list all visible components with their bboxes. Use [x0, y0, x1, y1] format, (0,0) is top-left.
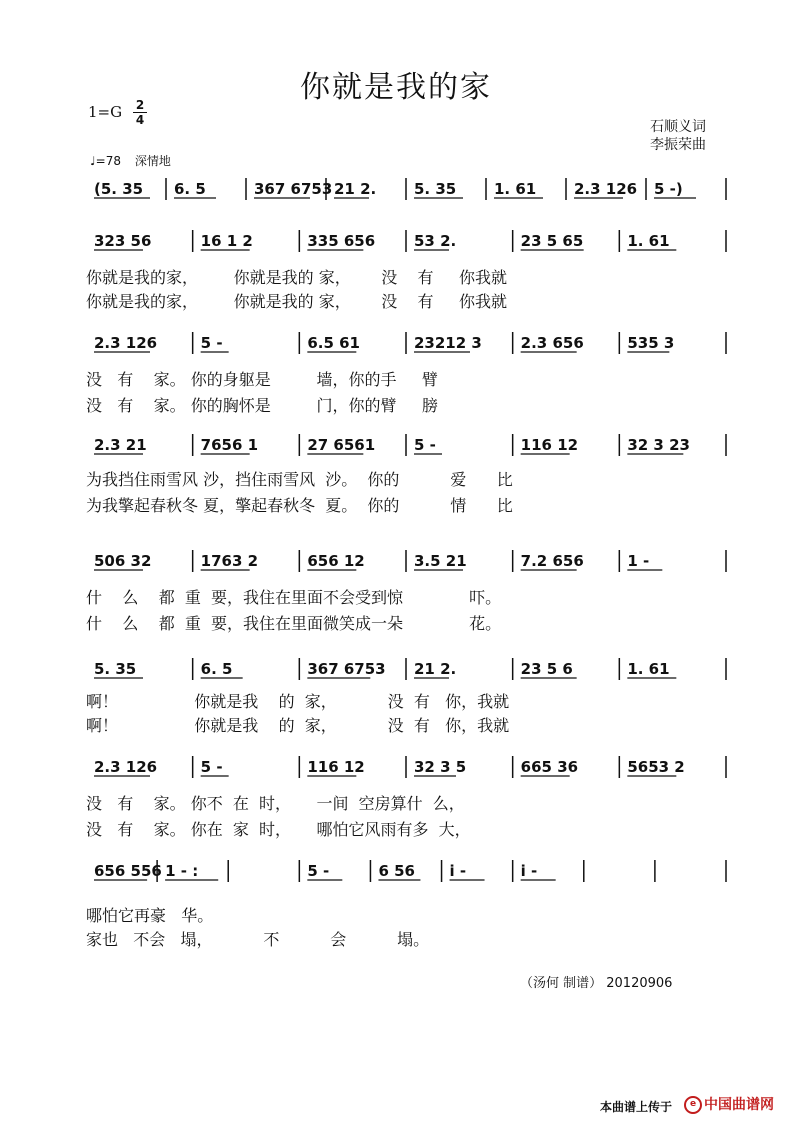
score-row [86, 176, 726, 206]
measure-notes: 27 6561 [307, 436, 376, 454]
measure-notes: 116 12 [520, 436, 579, 454]
measure-notes: 116 12 [307, 758, 365, 776]
score-row [86, 656, 726, 686]
time-top: 2 [135, 98, 145, 112]
site-name: 中国曲谱网 [704, 1097, 774, 1113]
measure-notes: 7656 1 [200, 436, 259, 454]
measure-notes: 656 556 [94, 862, 162, 880]
measure-notes: 5. 35 [414, 180, 457, 198]
score-row [86, 432, 726, 462]
lyric-line: 家也 不会 塌， 不 会 塌。 [86, 930, 430, 949]
measure-notes: 367 6753 [254, 180, 333, 198]
song-title: 你就是我的家 [300, 70, 492, 105]
lyric-line: 为我挡住雨雪风 沙，挡住雨雪风 沙。 你的 爱 比 [86, 470, 513, 489]
measure-notes: 5 - [200, 334, 223, 352]
transcriber-note: （汤何 制谱） 20120906 [520, 976, 673, 991]
measure-notes: 5 - [307, 862, 330, 880]
lyric-line: 你就是我的家， 你就是我的 家， 没 有 你我就 [86, 268, 507, 287]
upload-note: 本曲谱上传于 [600, 1100, 673, 1114]
measure-notes: 6.5 61 [307, 334, 361, 352]
notation-staff [86, 754, 726, 784]
measure-notes: 2.3 126 [574, 180, 638, 198]
measure-notes: 5 - [200, 758, 223, 776]
measure-notes: 5653 2 [627, 758, 685, 776]
measure-notes: (5. 35 [94, 180, 144, 198]
measure-notes: 665 36 [520, 758, 579, 776]
measure-notes: 5 -) [654, 180, 683, 198]
measure-notes: 3.5 21 [414, 552, 467, 570]
score-row [86, 754, 726, 784]
measure-notes: 1. 61 [494, 180, 537, 198]
measure-notes: 21 2. [334, 180, 377, 198]
lyric-line: 没 有 家。 你在 家 时， 哪怕它风雨有多 大， [86, 820, 471, 839]
lyric-line: 啊！ 你就是我 的 家， 没 有 你，我就 [86, 692, 510, 711]
measure-notes: 506 32 [94, 552, 152, 570]
notation-staff [86, 330, 726, 360]
measure-notes: 1 - : [165, 862, 199, 880]
lyric-line: 啊！ 你就是我 的 家， 没 有 你，我就 [86, 716, 510, 735]
lyric-line: 没 有 家。 你的身躯是 墙，你的手 臂 [86, 370, 438, 389]
measure-notes: 367 6753 [307, 660, 386, 678]
measure-notes: 7.2 656 [520, 552, 584, 570]
lyric-line: 什 么 都 重 要，我住在里面微笑成一朵 花。 [86, 614, 502, 633]
measure-notes: 5 - [414, 436, 436, 454]
measure-notes: 5. 35 [94, 660, 137, 678]
measure-notes: 2.3 126 [94, 758, 158, 776]
score-row [86, 330, 726, 360]
notation-staff [86, 858, 726, 888]
lyric-line: 为我擎起春秋冬 夏，擎起春秋冬 夏。 你的 情 比 [86, 496, 513, 515]
measure-notes: 53 2. [414, 232, 457, 250]
tempo-marking [90, 152, 171, 169]
lyric-line: 哪怕它再豪 华。 [86, 906, 214, 925]
measure-notes: 6 56 [378, 862, 415, 880]
measure-notes: 335 656 [307, 232, 376, 250]
measure-notes: 23 5 65 [520, 232, 584, 250]
time-bottom: 4 [135, 113, 145, 127]
measure-notes: 2.3 126 [94, 334, 158, 352]
notation-staff [86, 548, 726, 578]
measure-notes: i - [520, 862, 538, 880]
logo-icon: e [684, 1096, 702, 1114]
composer: 李振荣曲 [650, 137, 706, 153]
notation-staff [86, 176, 726, 206]
notation-staff [86, 432, 726, 462]
score-row [86, 228, 726, 258]
notation-staff [86, 656, 726, 686]
score-row [86, 548, 726, 578]
lyric-line: 你就是我的家， 你就是我的 家， 没 有 你我就 [86, 292, 507, 311]
notation-staff [86, 228, 726, 258]
measure-notes: i - [449, 862, 467, 880]
measure-notes: 1 - [627, 552, 650, 570]
measure-notes: 32 3 23 [627, 436, 690, 454]
measure-notes: 2.3 656 [520, 334, 584, 352]
measure-notes: 323 56 [94, 232, 152, 250]
measure-notes: 6. 5 [174, 180, 206, 198]
lyric-line: 没 有 家。 你不 在 时， 一间 空房算什 么， [86, 794, 465, 813]
measure-notes: 23 5 6 [520, 660, 573, 678]
time-signature [133, 99, 147, 126]
measure-notes: 2.3 21 [94, 436, 147, 454]
measure-notes: 6. 5 [200, 660, 233, 678]
measure-notes: 32 3 5 [414, 758, 467, 776]
score-row [86, 858, 726, 888]
lyricist: 石顺义词 [650, 119, 706, 135]
measure-notes: 16 1 2 [200, 232, 253, 250]
measure-notes: 21 2. [414, 660, 457, 678]
site-logo [684, 1094, 774, 1114]
measure-notes: 1763 2 [200, 552, 259, 570]
measure-notes: 1. 61 [627, 232, 670, 250]
expression: 深情地 [134, 154, 171, 168]
key-signature: 1=G [88, 103, 123, 121]
measure-notes: 535 3 [627, 334, 675, 352]
measure-notes: 656 12 [307, 552, 365, 570]
lyric-line: 什 么 都 重 要，我住在里面不会受到惊 吓。 [86, 588, 502, 607]
tempo: ♩=78 [90, 154, 121, 168]
measure-notes: 1. 61 [627, 660, 670, 678]
measure-notes: 23212 3 [414, 334, 482, 352]
lyric-line: 没 有 家。 你的胸怀是 门，你的臂 膀 [86, 396, 438, 415]
